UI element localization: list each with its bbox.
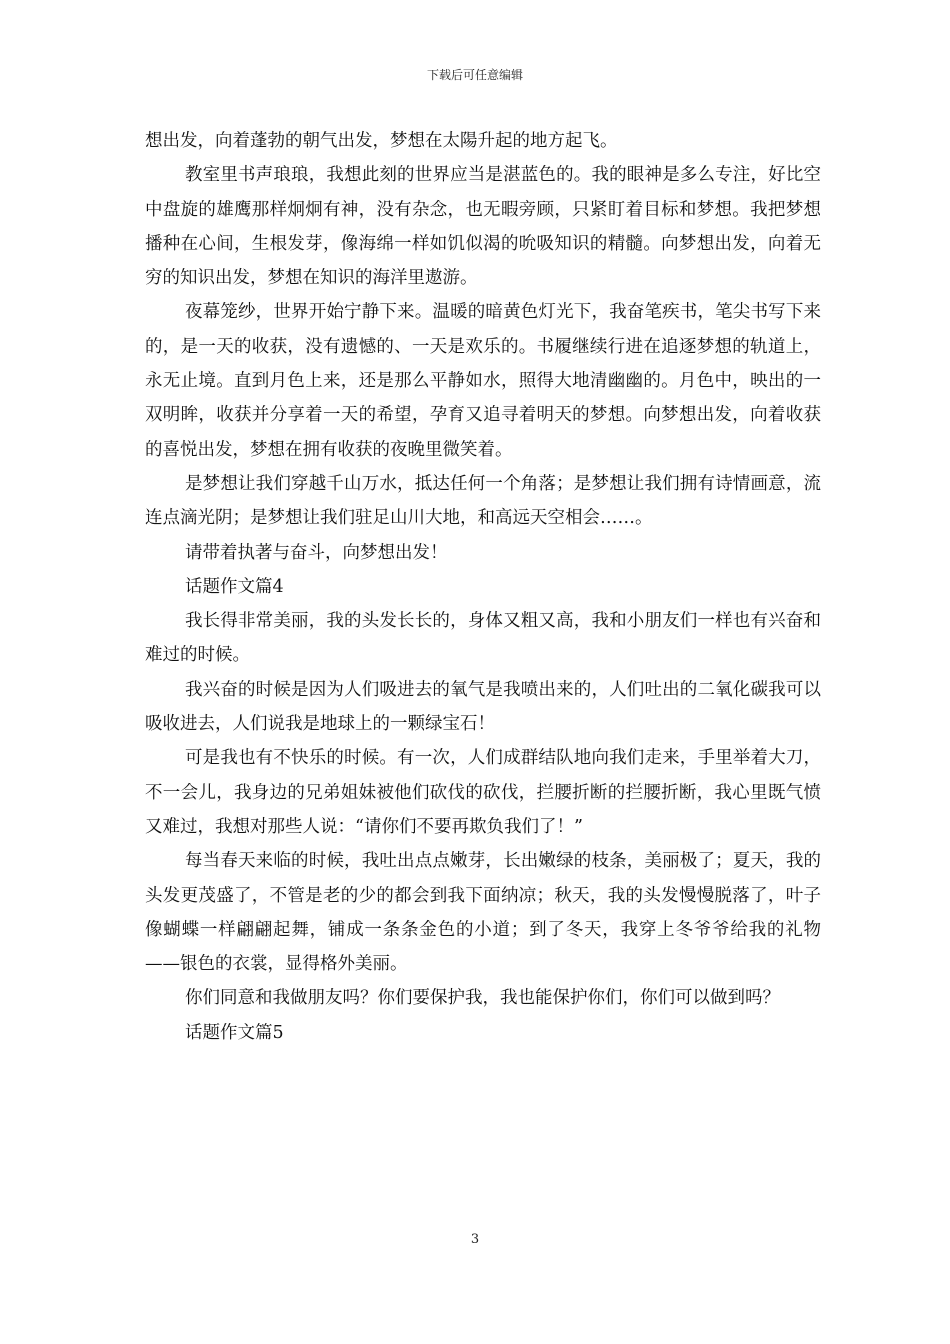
- document-body: [145, 124, 821, 1050]
- header-text: 下载后可任意编辑: [426, 68, 523, 82]
- paragraph: 是梦想让我们穿越千山万水，抵达任何一个角落；是梦想让我们拥有诗情画意，流连点滴光阴；是梦想让我们驻足山川大地，和高远天空相会……。: [145, 473, 821, 529]
- section-heading: 话题作文篇4: [185, 576, 284, 597]
- page-header: [0, 66, 950, 83]
- paragraph: 每当春天来临的时候，我吐出点点嫩芽，长出嫩绿的枝条，美丽极了；夏天，我的头发更茂盛了，不管是老的少的都会到我下面纳凉；秋天，我的头发慢慢脱落了，叶子像蝴蝶一样翩翩起舞，铺成一条条金色的小道；到了冬天，我穿上冬爷爷给我的礼物——银色的衣裳，显得格外美丽。: [145, 851, 821, 975]
- section-heading: 话题作文篇5: [185, 1022, 284, 1043]
- paragraph: 想出发，向着蓬勃的朝气出发，梦想在太陽升起的地方起飞。: [145, 131, 618, 151]
- paragraph: 可是我也有不快乐的时候。有一次，人们成群结队地向我们走来，手里举着大刀，不一会儿，我身边的兄弟姐妹被他们砍伐的砍伐，拦腰折断的拦腰折断，我心里既气愤又难过，我想对那些人说：“请你们不要再欺负我们了！”: [145, 748, 821, 837]
- paragraph: 请带着执著与奋斗，向梦想出发！: [185, 542, 448, 563]
- page-footer: [0, 1232, 950, 1247]
- paragraph: 夜幕笼纱，世界开始宁静下来。温暖的暗黄色灯光下，我奋笔疾书，笔尖书写下来的，是一天的收获，没有遗憾的、一天是欢乐的。书履继续行进在追逐梦想的轨道上，永无止境。直到月色上来，还是那么平静如水，照得大地清幽幽的。月色中，映出的一双明眸，收获并分享着一天的希望，孕育又追寻着明天的梦想。向梦想出发，向着收获的喜悦出发，梦想在拥有收获的夜晚里微笑着。: [145, 302, 821, 460]
- paragraph: 你们同意和我做朋友吗？你们要保护我，我也能保护你们，你们可以做到吗？: [185, 988, 780, 1009]
- page-number: 3: [470, 1232, 480, 1247]
- paragraph: 教室里书声琅琅，我想此刻的世界应当是湛蓝色的。我的眼神是多么专注，好比空中盘旋的雄鹰那样炯炯有神，没有杂念，也无暇旁顾，只紧盯着目标和梦想。我把梦想播种在心间，生根发芽，像海绵一样如饥似渴的吮吸知识的精髓。向梦想出发，向着无穷的知识出发，梦想在知识的海洋里遨游。: [145, 165, 821, 289]
- paragraph: 我兴奋的时候是因为人们吸进去的氧气是我喷出来的，人们吐出的二氧化碳我可以吸收进去，人们说我是地球上的一颗绿宝石！: [145, 679, 821, 735]
- paragraph: 我长得非常美丽，我的头发长长的，身体又粗又高，我和小朋友们一样也有兴奋和难过的时候。: [145, 611, 821, 666]
